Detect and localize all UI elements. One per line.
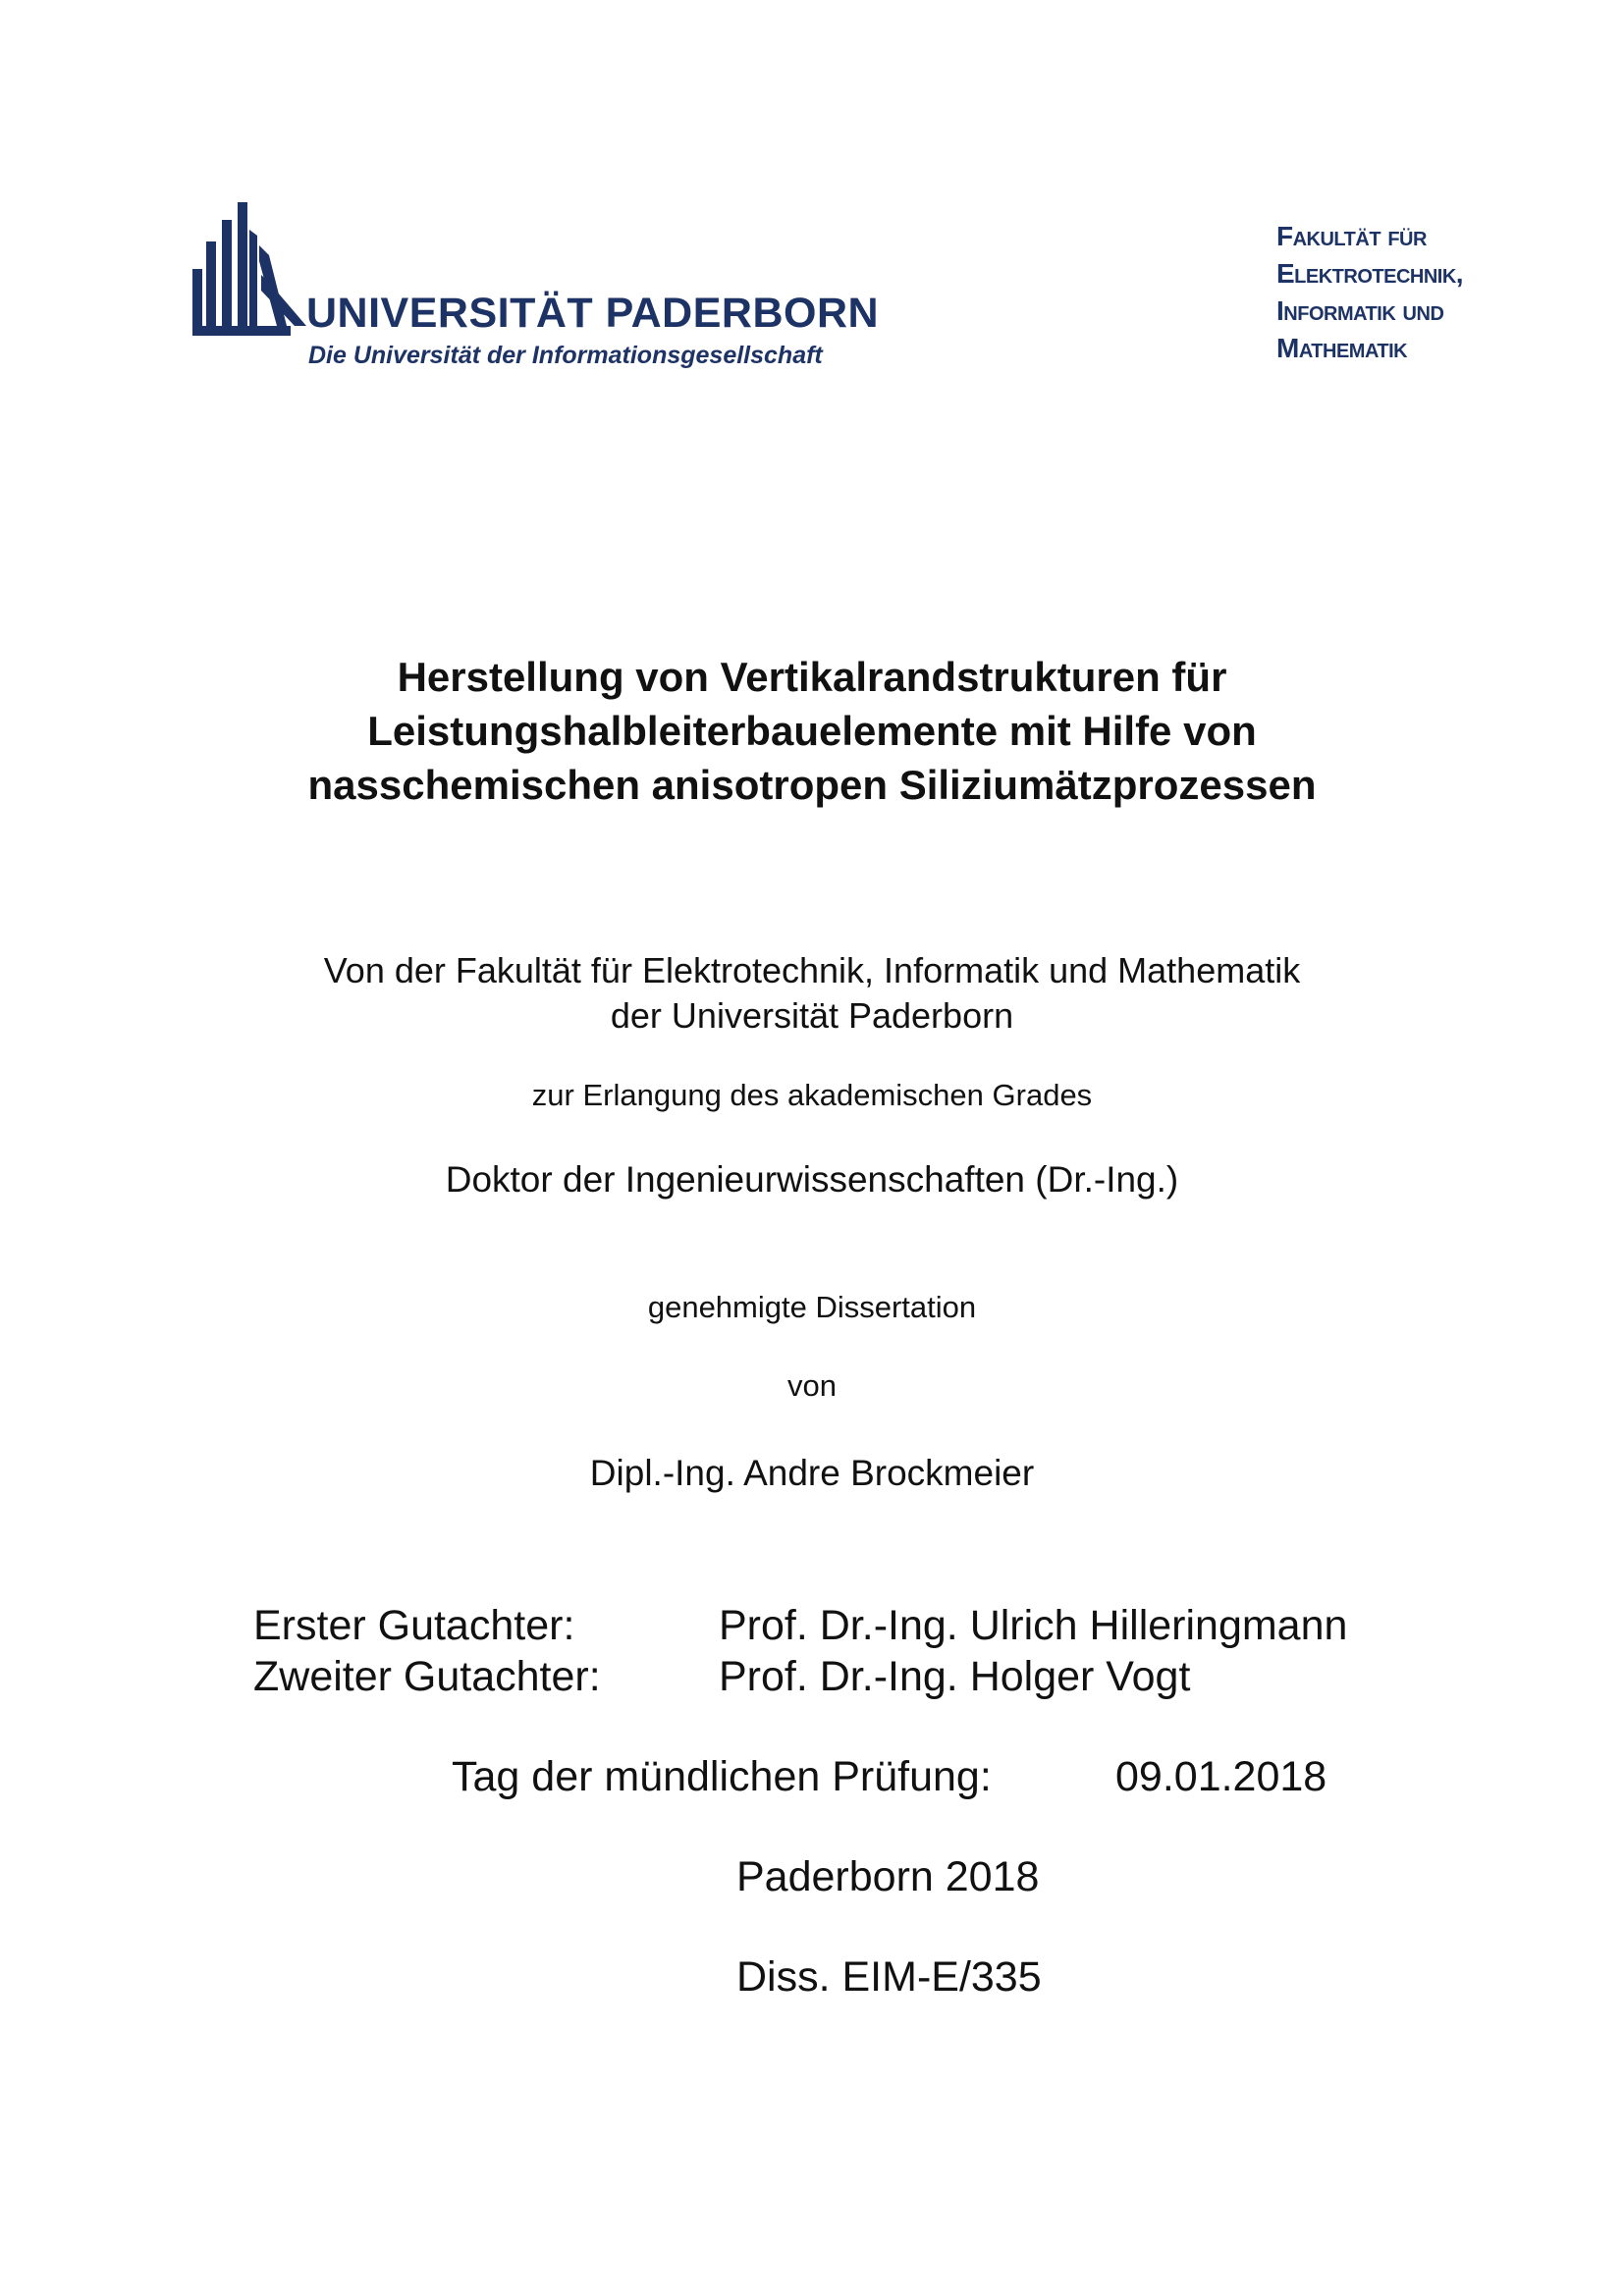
first-reviewer-label: Erster Gutachter: bbox=[253, 1602, 575, 1649]
title-line: nasschemischen anisotropen Siliziumätzprozessen bbox=[307, 762, 1317, 808]
exam-date-label: Tag der mündlichen Prüfung: bbox=[452, 1753, 992, 1800]
faculty-line: Elektrotechnik, bbox=[1276, 258, 1464, 289]
university-tagline: Die Universität der Informationsgesellschaft bbox=[308, 342, 823, 369]
statement-line: der Universität Paderborn bbox=[610, 995, 1014, 1036]
title-line: Leistungshalbleiterbauelemente mit Hilfe von bbox=[367, 708, 1257, 754]
dissertation-number: Diss. EIM-E/335 bbox=[736, 1953, 1042, 2001]
faculty-line: Informatik und bbox=[1276, 295, 1444, 326]
faculty-line: Fakultät für bbox=[1276, 221, 1427, 251]
degree: Doktor der Ingenieurwissenschaften (Dr.-Ing.) bbox=[445, 1159, 1179, 1200]
place-year: Paderborn 2018 bbox=[736, 1853, 1040, 1900]
by-label: von bbox=[787, 1368, 837, 1403]
approval-note: genehmigte Dissertation bbox=[647, 1290, 977, 1324]
first-reviewer-name: Prof. Dr.-Ing. Ulrich Hilleringmann bbox=[719, 1602, 1348, 1649]
title-line: Herstellung von Vertikalrandstrukturen für bbox=[397, 654, 1227, 700]
second-reviewer-label: Zweiter Gutachter: bbox=[253, 1653, 601, 1700]
university-building-icon bbox=[192, 202, 306, 336]
degree-intro: zur Erlangung des akademischen Grades bbox=[531, 1078, 1093, 1112]
faculty-line: Mathematik bbox=[1276, 333, 1408, 363]
dissertation-title bbox=[0, 650, 1624, 812]
statement-line: Von der Fakultät für Elektrotechnik, Informatik und Mathematik bbox=[323, 950, 1301, 990]
author-name: Dipl.-Ing. Andre Brockmeier bbox=[589, 1453, 1035, 1493]
faculty-name bbox=[1276, 218, 1463, 367]
exam-date: 09.01.2018 bbox=[1115, 1753, 1327, 1800]
university-name: UNIVERSITÄT PADERBORN bbox=[306, 290, 880, 337]
second-reviewer-name: Prof. Dr.-Ing. Holger Vogt bbox=[719, 1653, 1191, 1700]
faculty-statement bbox=[0, 948, 1624, 1039]
